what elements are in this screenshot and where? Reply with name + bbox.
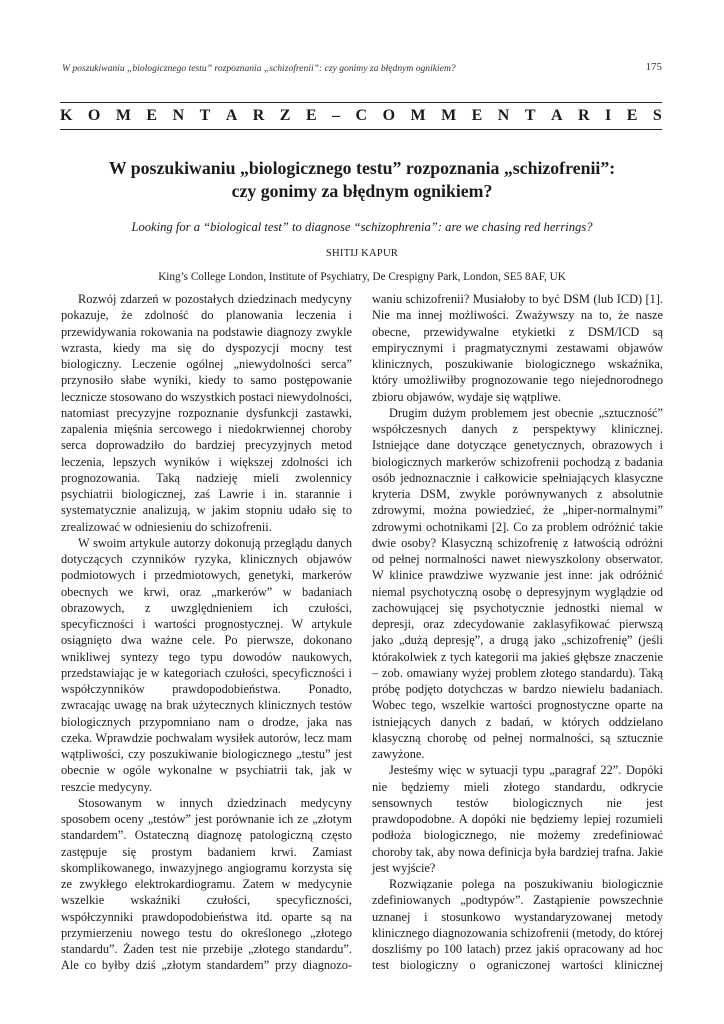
section-heading-letter: A [225,107,238,124]
section-heading-bar [60,102,662,130]
page-number: 175 [645,61,662,73]
section-heading-letter: E [305,107,317,124]
section-heading-letter: R [252,107,265,124]
section-heading-letter: N [172,107,185,124]
section-heading-letter: C [355,107,368,124]
section-heading-letter: R [578,107,590,124]
section-heading-letter: O [87,107,101,124]
section-heading-letter: – [332,107,341,124]
body-column-left [61,291,352,974]
section-heading-letter: E [626,107,638,124]
section-heading-letter: K [60,107,73,124]
section-heading [60,107,662,125]
section-heading-letter: T [199,107,211,124]
paragraph-continued: waniu schizofrenii? Musiałoby to być DSM (lub ICD) [1]. Nie ma innej możliwości. Zważywszy na to, że nasze obecne, przewidywalne etykietki z DSM/ICD są empirycznymi i pragmatycznymi zestawami objawów klinicznych, poszukiwanie biologicznego wskaźnika, który umożliwiłby prognozowanie tego niejednorodnego zbioru objawów, wydaje się wątpliwe. [372,292,663,404]
section-heading-letter: O [382,107,396,124]
article-title-english: Looking for a “biological test” to diagnose “schizophrenia”: are we chasing red herrings? [131,220,593,234]
section-heading-letter: Z [279,107,291,124]
section-heading-letter: M [410,107,426,124]
paragraph: Stosowanym w innych dziedzinach medycyny sposobem oceny „testów” jest porównanie ich ze „złotym standardem”. Ostateczną diagnozę patologiczną często zastępuje się prostym badaniem krwi. Zamiast skomplikowanego, inwazyjnego angiogramu korzysta się ze zwykłego elektrokardiogramu. Zatem w medycynie wszelkie wskaźniki czułości, specyficzności, współczynniki prawdopodobieństwa itd. oparte są na przymierzeniu nowego testu do określonego „złotego standardu”. Żaden test nie przebije „złotego standardu”. Ale co byłby dziś „złotym standardem” przy diagnozo- [61,795,352,973]
section-heading-letter: E [146,107,158,124]
article-header [60,157,664,283]
running-head-title: W poszukiwaniu „biologicznego testu” rozpoznania „schizofrenii”: czy gonimy za błędnym ognikiem? [62,63,456,74]
section-heading-letter: M [441,107,457,124]
section-heading-letter: N [497,107,510,124]
paragraph: W swoim artykule autorzy dokonują przeglądu danych dotyczących czynników ryzyka, klinicznych objawów podmiotowych i przedmiotowych, genetyki, markerów obecnych we krwi, oraz „markerów” w badaniach obrazowych, z uwzględnieniem ich czułości, specyficzności i wartości prognostycznej. W artykule osiągnięto dwa ważne cele. Po pierwsze, dokonano wnikliwej syntezy tego typu dowodów naukowych, przedstawiając je w kategoriach czułości, specyficzności i współczynników prawdopodobieństwa. Ponadto, zwracając uwagę na brak użytecznych klinicznych testów biologicznych przypomniano nam o drodze, jaka nas czeka. Wprawdzie pochwalam wysiłek autorów, lecz mam wątpliwości, czy poszukiwanie biologicznego „testu” jest obecnie w ogóle wykonalne w psychiatrii tak, jak w reszcie medycyny. [61,535,352,794]
section-heading-letter: I [605,107,612,124]
section-heading-letter: E [471,107,483,124]
paragraph: Rozwój zdarzeń w pozostałych dziedzinach medycyny pokazuje, że zdolność do planowania leczenia i przewidywania rokowania na podstawie diagnozy zwykle wzrasta, kiedy ma się do dyspozycji mocny test biologiczny. Leczenie ogólnej „niewydolności serca” przynosiło słabe wyniki, kiedy to samo postępowanie lecznicze stosowano do wszystkich postaci niewydolności, natomiast precyzyjne rozpoznanie dysfunkcji zastawki, zapalenia mięśnia sercowego i niedokrwiennej choroby serca doprowadziło do bardziej precyzyjnych metod leczenia, lepszych wyników i większej zdolności ich prognozowania. Taką nadzieję mieli zwolennicy psychiatrii biologicznej, zaś Lawrie i in. starannie i systematycznie analizują, w jakim stopniu udało się to zrealizować w odniesieniu do schizofrenii. [61,292,352,534]
section-heading-letter: T [524,107,536,124]
body-column-right [372,291,663,974]
section-heading-letter: S [652,107,662,124]
paragraph: Rozwiązanie polega na poszukiwaniu biologicznie zdefiniowanych „podtypów”. Zastąpienie powszechnie uznanej i stosunkowo wystandaryzowanej metody klinicznego diagnozowania schizofrenii (metody, do której doszliśmy po 100 latach) przez jakiś opracowany ad hoc test biologiczny o ograniczonej wartości klinicznej [372,877,663,973]
author-affiliation: King’s College London, Institute of Psychiatry, De Crespigny Park, London, SE5 8AF, UK [158,271,566,283]
paragraph: Jesteśmy więc w sytuacji typu „paragraf 22”. Dopóki nie będziemy mieli złotego standardu, odkrycie sensownych testów biologicznych nie jest prawdopodobne. A dopóki nie będziemy lepiej rozumieli podłoża biologicznego, nie możemy zredefiniować choroby tak, aby nowa definicja była bardziej trafna. Jakie jest wyjście? [372,763,663,875]
article-title-polish [60,157,664,203]
title-line-1: W poszukiwaniu „biologicznego testu” rozpoznania „schizofrenii”: [108,158,616,178]
author-name: SHITIJ KAPUR [325,248,399,259]
title-line-2: czy gonimy za błędnym ognikiem? [231,181,493,201]
running-head [62,63,662,77]
paragraph: Drugim dużym problemem jest obecnie „sztuczność” współczesnych danych z perspektywy klinicznej. Istniejące dane dotyczące genetycznych, obrazowych i biologicznych markerów schizofrenii pochodzą z badania osób jednoznacznie i całkowicie spełniających klasyczne kryteria DSM, zwykle porównywanych z absolutnie zdrowymi, można powiedzieć, że „hiper-normalnymi” zdrowymi ochotnikami [2]. Co za problem odróżnić takie dwie osoby? Klasyczną schizofrenię z łatwością odróżni od pełnej normalności nawet niewyszkolony obserwator. W klinice prawdziwe wyzwanie jest inne: jak odróżnić niemal psychotyczną osobę o depresyjnym wyglądzie od zachowującej się psychotycznie jednostki niemal w depresji, oraz zdecydowanie zaklasyfikować pierwszą jako „dużą depresję”, a drugą jako „schizofrenię” (jeśli którakolwiek z tych kategorii ma jakieś głębsze znaczenie – zob. omawiany wyżej problem złotego standardu). Taką próbę podjęto dotychczas w bardzo niewielu badaniach. Wobec tego, wszelkie wartości prognostyczne oparte na istniejących danych z badań, w których oddzielano klasyczną chorobę od pełnej normalności, są sztucznie zawyżone. [372,405,663,761]
section-heading-letter: M [115,107,131,124]
section-heading-letter: A [550,107,563,124]
